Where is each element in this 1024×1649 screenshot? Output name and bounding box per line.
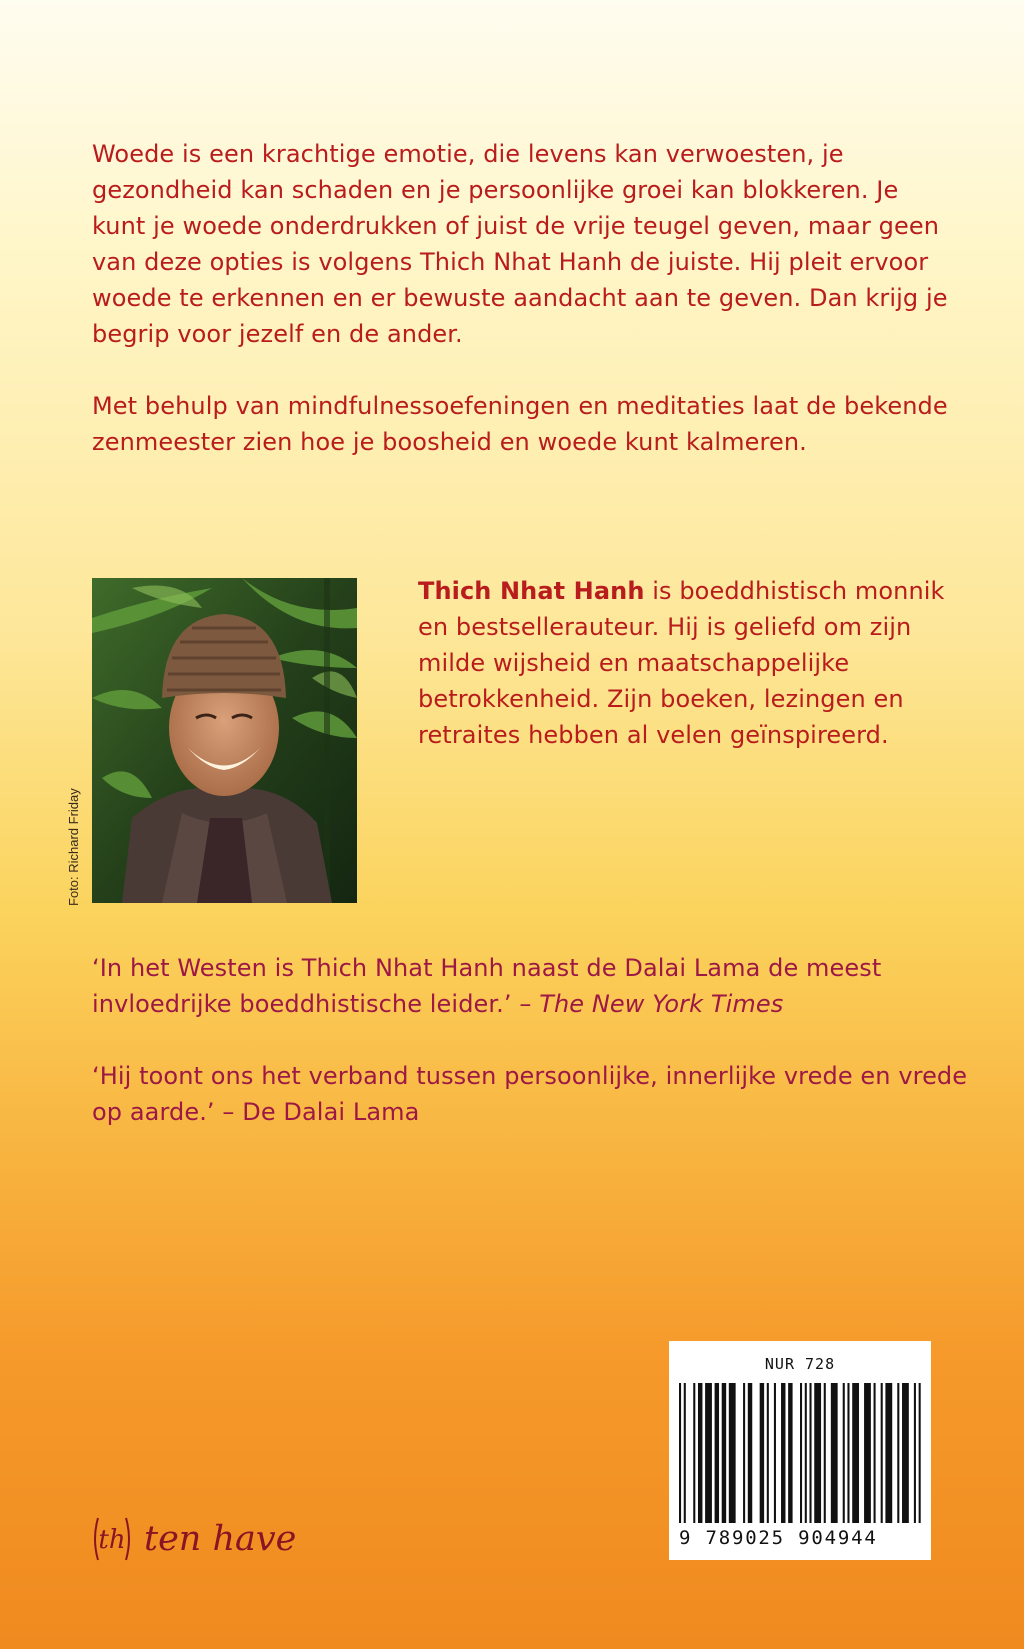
author-portrait-image [92,578,357,903]
barcode-bars [679,1383,921,1523]
blurb-paragraph-1: Woede is een krachtige emotie, die levens kan verwoesten, je gezondheid kan schaden en je persoonlijke groei kan blokkeren. Je kunt je woede onderdrukken of juist de vrije teugel geven, maar geen van deze opties is volgens Thich Nhat Hanh de juiste. Hij pleit ervoor woede te erkennen en er bewuste aandacht aan te geven. Dan krijg je begrip voor jezelf en de ander. [92,140,948,348]
barcode-bar [824,1383,826,1523]
blurb [92,136,952,496]
barcode-bar [847,1383,849,1523]
barcode-bar [705,1383,712,1523]
nur-code: NUR 728 [764,1355,836,1373]
barcode-bar [722,1383,726,1523]
photo-credit: Foto: Richard Friday [66,788,81,906]
quote-1-source: The New York Times [539,990,784,1018]
barcode-bar [748,1383,752,1523]
barcode-bar [805,1383,807,1523]
barcode [669,1341,931,1560]
barcode-bar [788,1383,792,1523]
publisher-monogram-letters: th [98,1525,126,1555]
barcode-bar [809,1383,811,1523]
author-name: Thich Nhat Hanh [418,577,645,605]
barcode-bar [684,1383,686,1523]
author-bio [418,573,958,753]
publisher-logo [90,1512,296,1566]
barcode-bar [729,1383,736,1523]
barcode-bar [781,1383,785,1523]
barcode-bar [874,1383,876,1523]
publisher-monogram-icon [90,1512,134,1566]
barcode-bar [767,1383,769,1523]
quote-2-source: De Dalai Lama [242,1098,420,1126]
barcode-bar [760,1383,764,1523]
barcode-bar [698,1383,702,1523]
review-quotes [92,950,972,1166]
barcode-bar [914,1383,916,1523]
quote-1-text: ‘In het Westen is Thich Nhat Hanh naast de Dalai Lama de meest invloedrijke boeddhistische leider.’ – [92,954,882,1018]
barcode-bar [774,1383,776,1523]
barcode-bar [831,1383,838,1523]
barcode-bar [800,1383,802,1523]
barcode-bar [864,1383,871,1523]
barcode-bar [715,1383,719,1523]
barcode-bar [843,1383,845,1523]
barcode-bar [743,1383,745,1523]
isbn-number: 9 789025 904944 [679,1527,878,1549]
barcode-bar [852,1383,859,1523]
author-photo [92,578,357,903]
blurb-paragraph-2: Met behulp van mindfulnessoefeningen en meditaties laat de bekende zenmeester zien hoe je boosheid en woede kunt kalmeren. [92,392,948,456]
quote-2 [92,1058,972,1130]
barcode-bar [679,1383,681,1523]
barcode-bar [902,1383,909,1523]
barcode-bar [814,1383,821,1523]
author-bio-text: is boeddhistisch monnik en bestsellerauteur. Hij is geliefd om zijn milde wijsheid en maatschappelijke betrokkenheid. Zijn boeken, lezingen en retraites hebben al velen geïnspireerd. [418,577,945,749]
barcode-bar [885,1383,892,1523]
barcode-bar [919,1383,921,1523]
quote-1 [92,950,972,1022]
barcode-bar [881,1383,883,1523]
quote-2-text: ‘Hij toont ons het verband tussen persoonlijke, innerlijke vrede en vrede op aarde.’ – [92,1062,968,1126]
barcode-bar [897,1383,899,1523]
barcode-bar [693,1383,695,1523]
publisher-name: ten have [144,1519,297,1559]
